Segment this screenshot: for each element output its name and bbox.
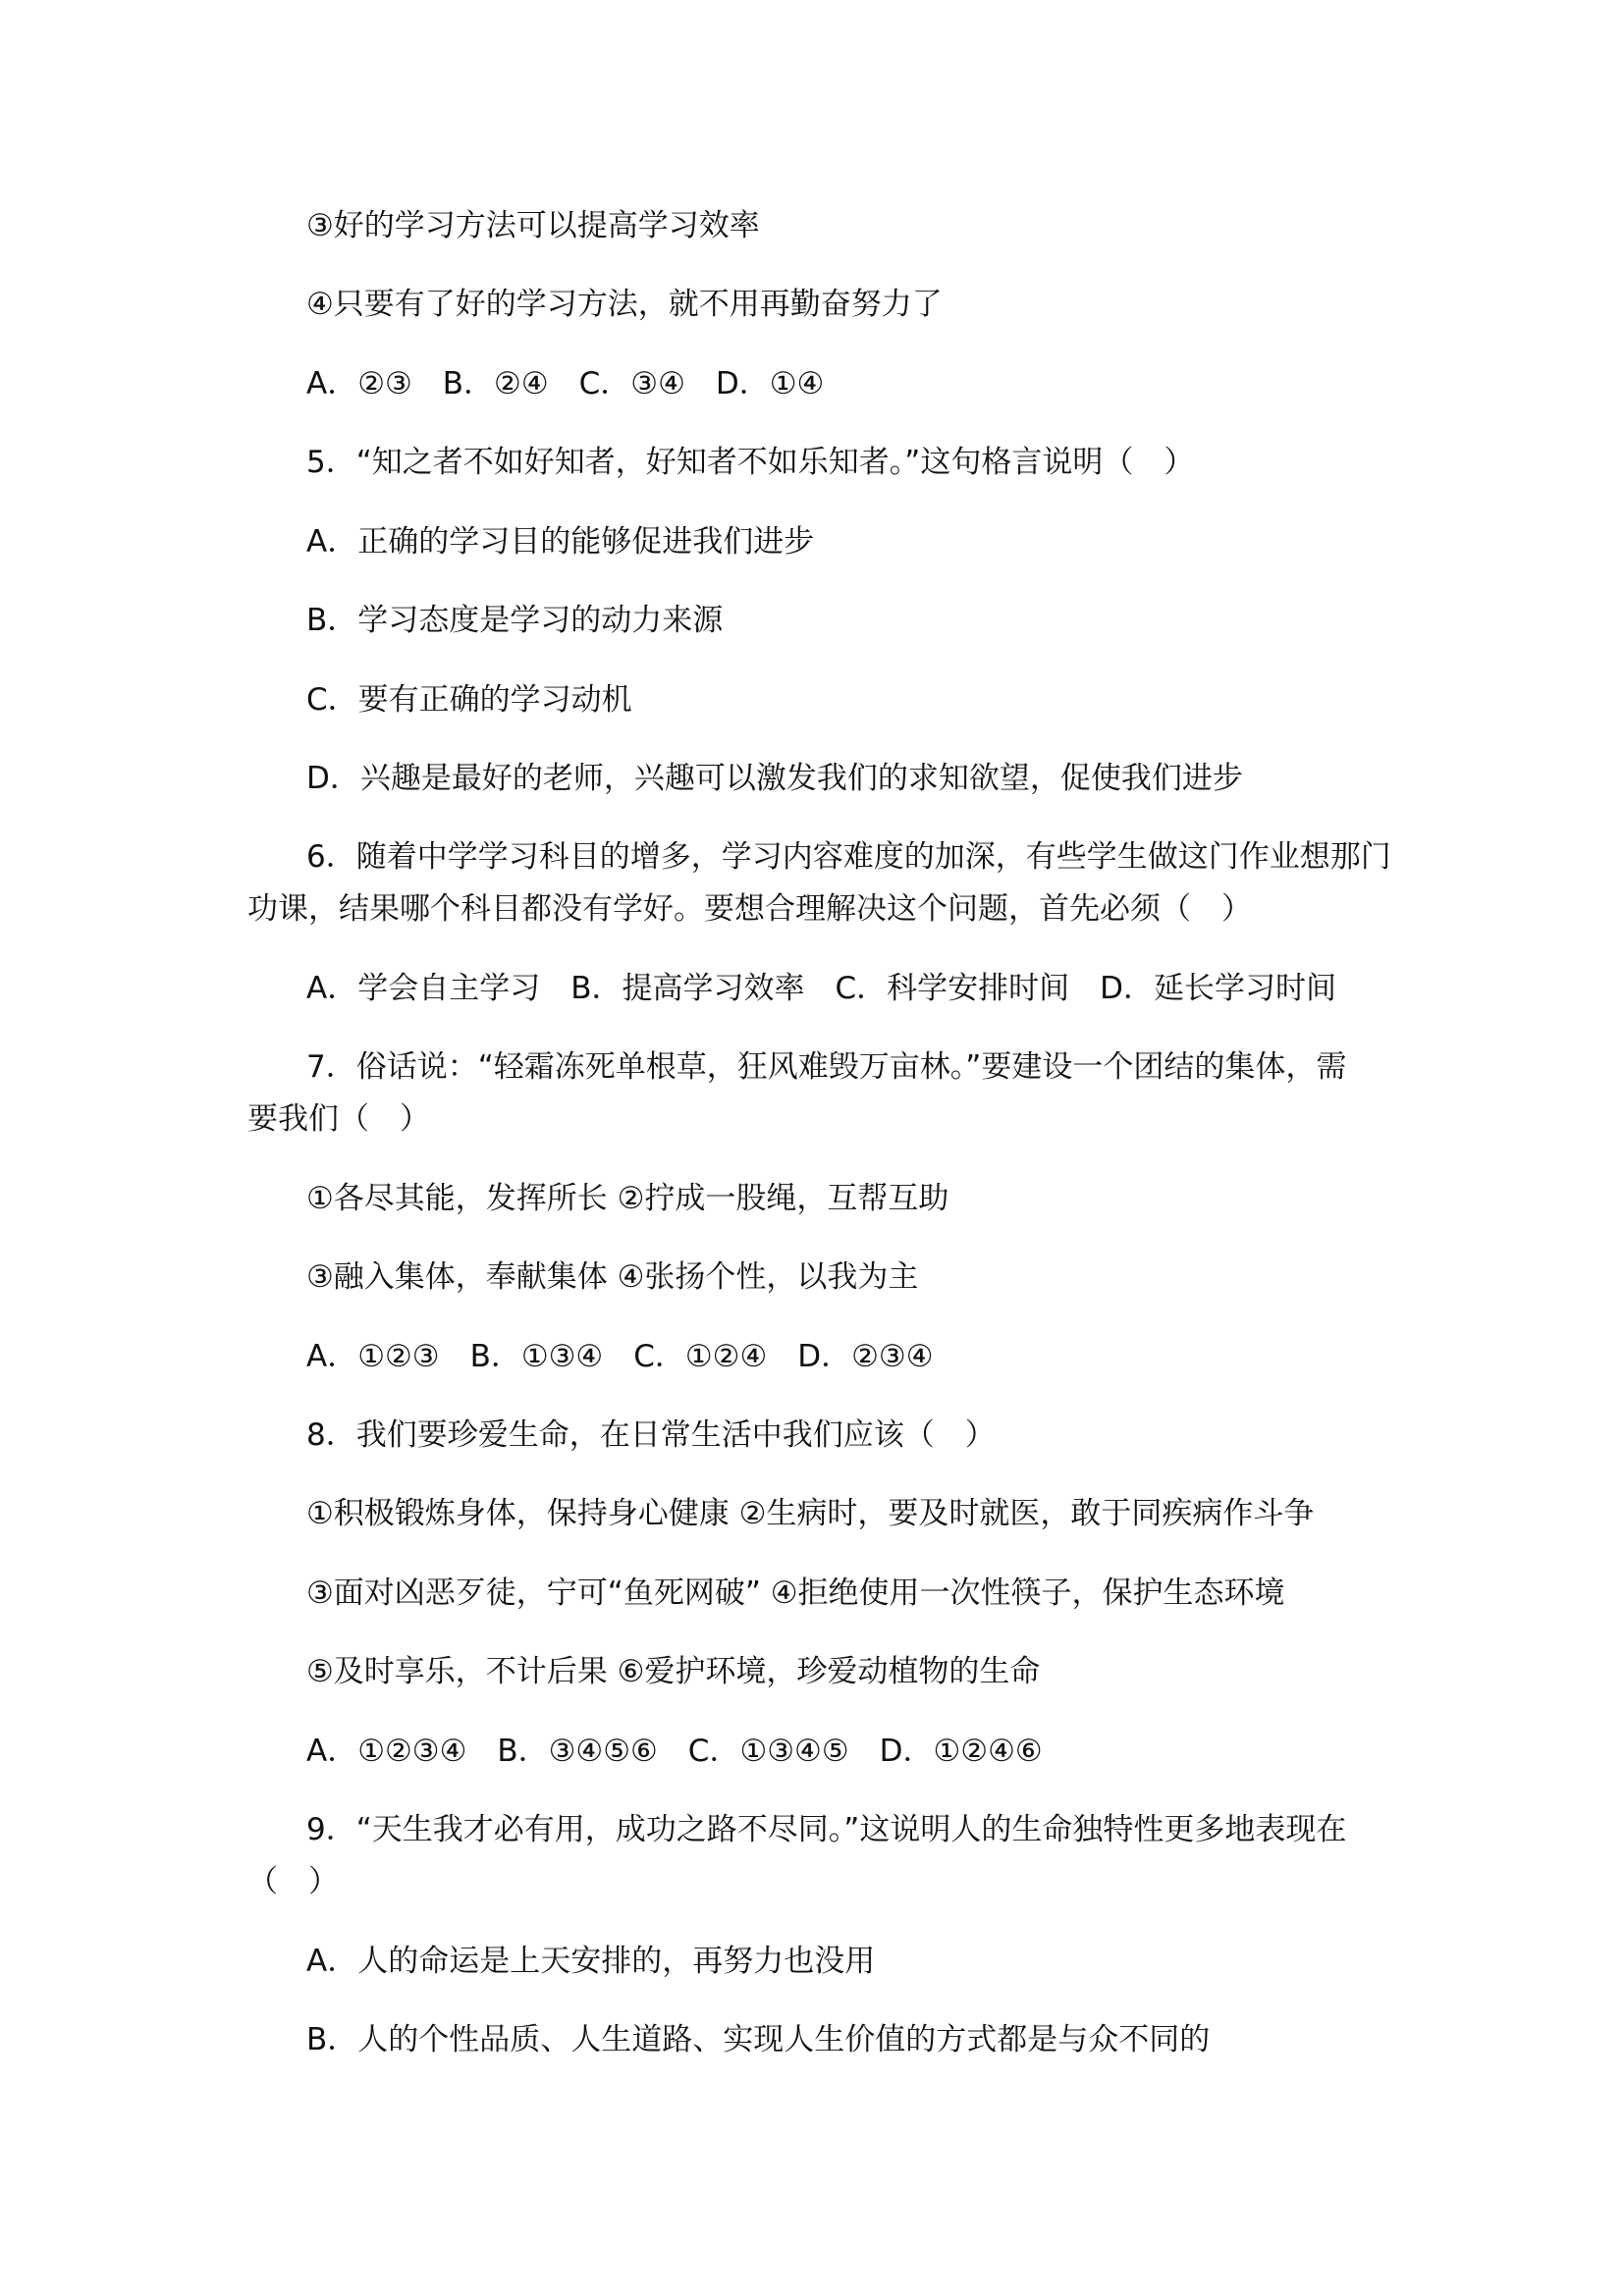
q9-option-b: B．人的个性品质、人生道路、实现人生价值的方式都是与众不同的 xyxy=(306,2022,1211,2057)
q8-statements-3: ⑤及时享乐，不计后果 ⑥爱护环境，珍爱动植物的生命 xyxy=(306,1654,1041,1689)
answer-choices-q8: A．①②③④ B．③④⑤⑥ C．①③④⑤ D．①②④⑥ xyxy=(306,1734,1043,1769)
answer-choices-q6: A．学会自主学习 B．提高学习效率 C．科学安排时间 D．延长学习时间 xyxy=(306,971,1336,1006)
answer-choices-q7: A．①②③ B．①③④ C．①②④ D．②③④ xyxy=(306,1339,934,1374)
q8-statements-1: ①积极锻炼身体，保持身心健康 ②生病时，要及时就医，敢于同疾病作斗争 xyxy=(306,1496,1315,1531)
question-7-line-2: 要我们（ ） xyxy=(247,1101,430,1137)
question-5: 5．“知之者不如好知者，好知者不如乐知者。”这句格言说明（ ） xyxy=(306,445,1195,480)
question-6-line-2: 功课，结果哪个科目都没有学好。要想合理解决这个问题，首先必须（ ） xyxy=(247,891,1252,927)
q5-option-c: C．要有正确的学习动机 xyxy=(306,682,632,718)
question-9-line-1: 9．“天生我才必有用，成功之路不尽同。”这说明人的生命独特性更多地表现在 xyxy=(306,1812,1347,1847)
question-8: 8．我们要珍爱生命，在日常生活中我们应该（ ） xyxy=(306,1417,996,1453)
q9-option-a: A．人的命运是上天安排的，再努力也没用 xyxy=(306,1944,876,1979)
question-7-line-1: 7．俗话说：“轻霜冻死单根草，狂风难毁万亩林。”要建设一个团结的集体，需 xyxy=(306,1049,1347,1085)
q5-option-d: D．兴趣是最好的老师，兴趣可以激发我们的求知欲望，促使我们进步 xyxy=(306,761,1243,796)
question-6-line-1: 6．随着中学学习科目的增多，学习内容难度的加深，有些学生做这门作业想那门 xyxy=(306,839,1391,875)
question-9-line-2: （ ） xyxy=(247,1864,339,1899)
option-line-3: ③好的学习方法可以提高学习效率 xyxy=(306,208,760,243)
answer-choices-q4: A．②③ B．②④ C．③④ D．①④ xyxy=(306,366,825,401)
q8-statements-2: ③面对凶恶歹徒，宁可“鱼死网破” ④拒绝使用一次性筷子，保护生态环境 xyxy=(306,1575,1285,1611)
option-line-4: ④只要有了好的学习方法，就不用再勤奋努力了 xyxy=(306,287,943,322)
q5-option-b: B．学习态度是学习的动力来源 xyxy=(306,603,724,638)
q7-statements-2: ③融入集体，奉献集体 ④张扬个性，以我为主 xyxy=(306,1259,919,1295)
q5-option-a: A．正确的学习目的能够促进我们进步 xyxy=(306,524,815,560)
q7-statements-1: ①各尽其能，发挥所长 ②拧成一股绳，互帮互助 xyxy=(306,1181,949,1216)
